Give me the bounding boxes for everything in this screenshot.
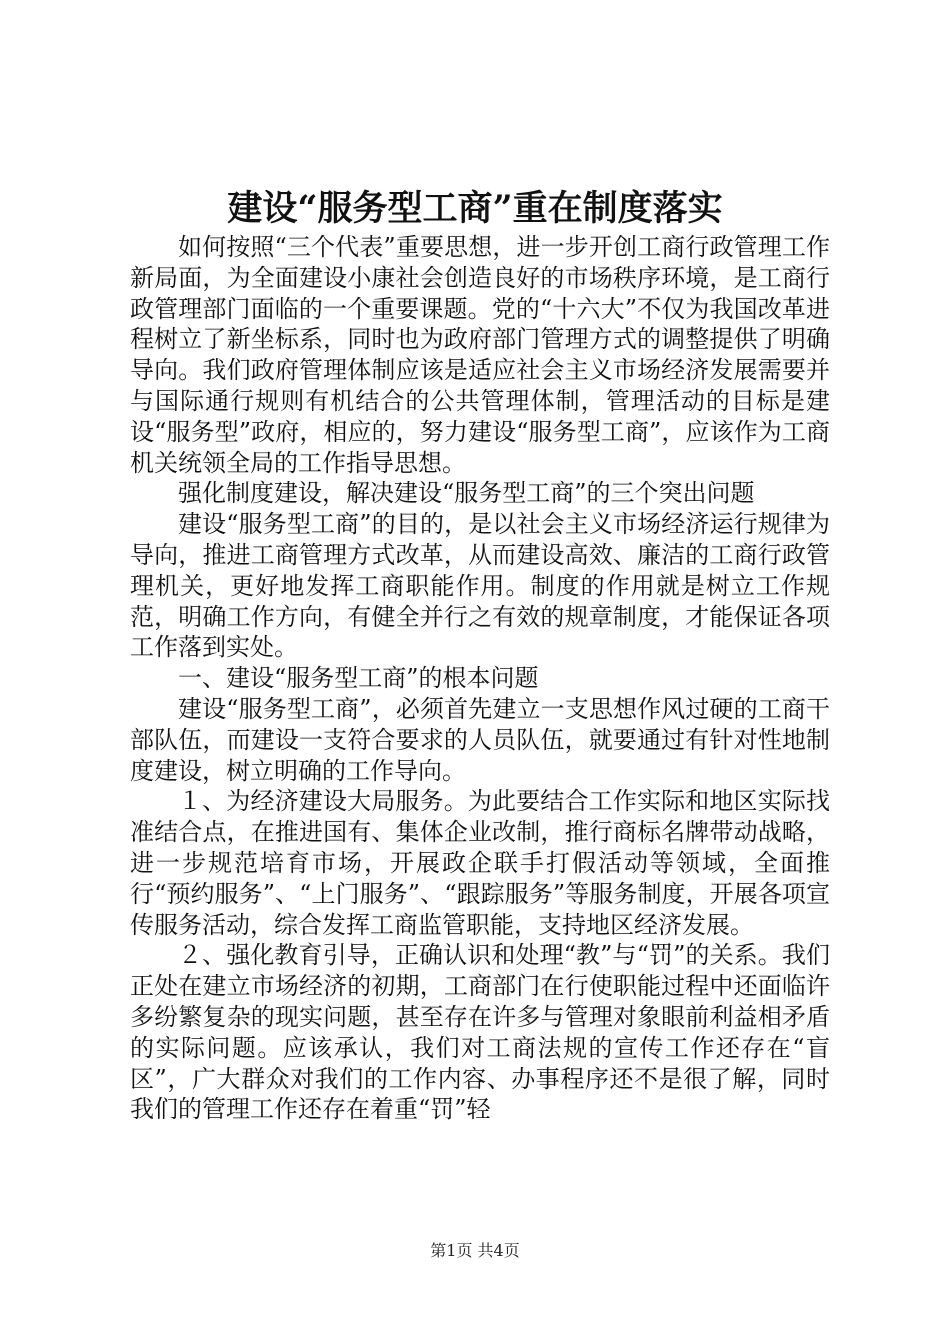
paragraph-item-one: １、为经济建设大局服务。为此要结合工作实际和地区实际找准结合点，在推进国有、集体企业改制，推行商标名牌带动战略，进一步规范培育市场，开展政企联手打假活动等领域，全面推行“预约服务”、“上门服务”、“跟踪服务”等服务制度，开展各项宣传服务活动，综合发挥工商监管职能，支持地区经济发展。 [130,787,830,939]
document-body [130,232,830,1125]
page-number-footer: 第1页 共4页 [430,1241,520,1260]
paragraph-purpose: 建设“服务型工商”的目的，是以社会主义市场经济运行规律为导向，推进工商管理方式改革，从而建设高效、廉洁的工商行政管理机关，更好地发挥工商职能作用。制度的作用就是树立工作规范，明确工作方向，有健全并行之有效的规章制度，才能保证各项工作落到实处。 [130,510,830,662]
document-title: 建设“服务型工商”重在制度落实 [227,188,723,229]
paragraph-intro: 如何按照“三个代表”重要思想，进一步开创工商行政管理工作新局面，为全面建设小康社会创造良好的市场秩序环境，是工商行政管理部门面临的一个重要课题。党的“十六大”不仅为我国改革进程树立了新坐标系，同时也为政府部门管理方式的调整提供了明确导向。我们政府管理体制应该是适应社会主义市场经济发展需要并与国际通行规则有机结合的公共管理体制，管理活动的目标是建设“服务型”政府，相应的，努力建设“服务型工商”，应该作为工商机关统领全局的工作指导思想。 [130,233,830,477]
paragraph-team-building: 建设“服务型工商”，必须首先建立一支思想作风过硬的工商干部队伍，而建设一支符合要求的人员队伍，就要通过有针对性地制度建设，树立明确的工作导向。 [130,694,830,785]
paragraph-heading-strengthen: 强化制度建设，解决建设“服务型工商”的三个突出问题 [178,479,755,508]
paragraph-item-two: ２、强化教育引导，正确认识和处理“教”与“罚”的关系。我们正处在建立市场经济的初期，工商部门在行使职能过程中还面临许多纷繁复杂的现实问题，甚至存在许多与管理对象眼前利益相矛盾的实际问题。应该承认，我们对工商法规的宣传工作还存在“盲区”，广大群众对我们的工作内容、办事程序还不是很了解，同时我们的管理工作还存在着重“罚”轻 [130,941,830,1124]
paragraph-section-one-heading: 一、建设“服务型工商”的根本问题 [178,664,539,693]
